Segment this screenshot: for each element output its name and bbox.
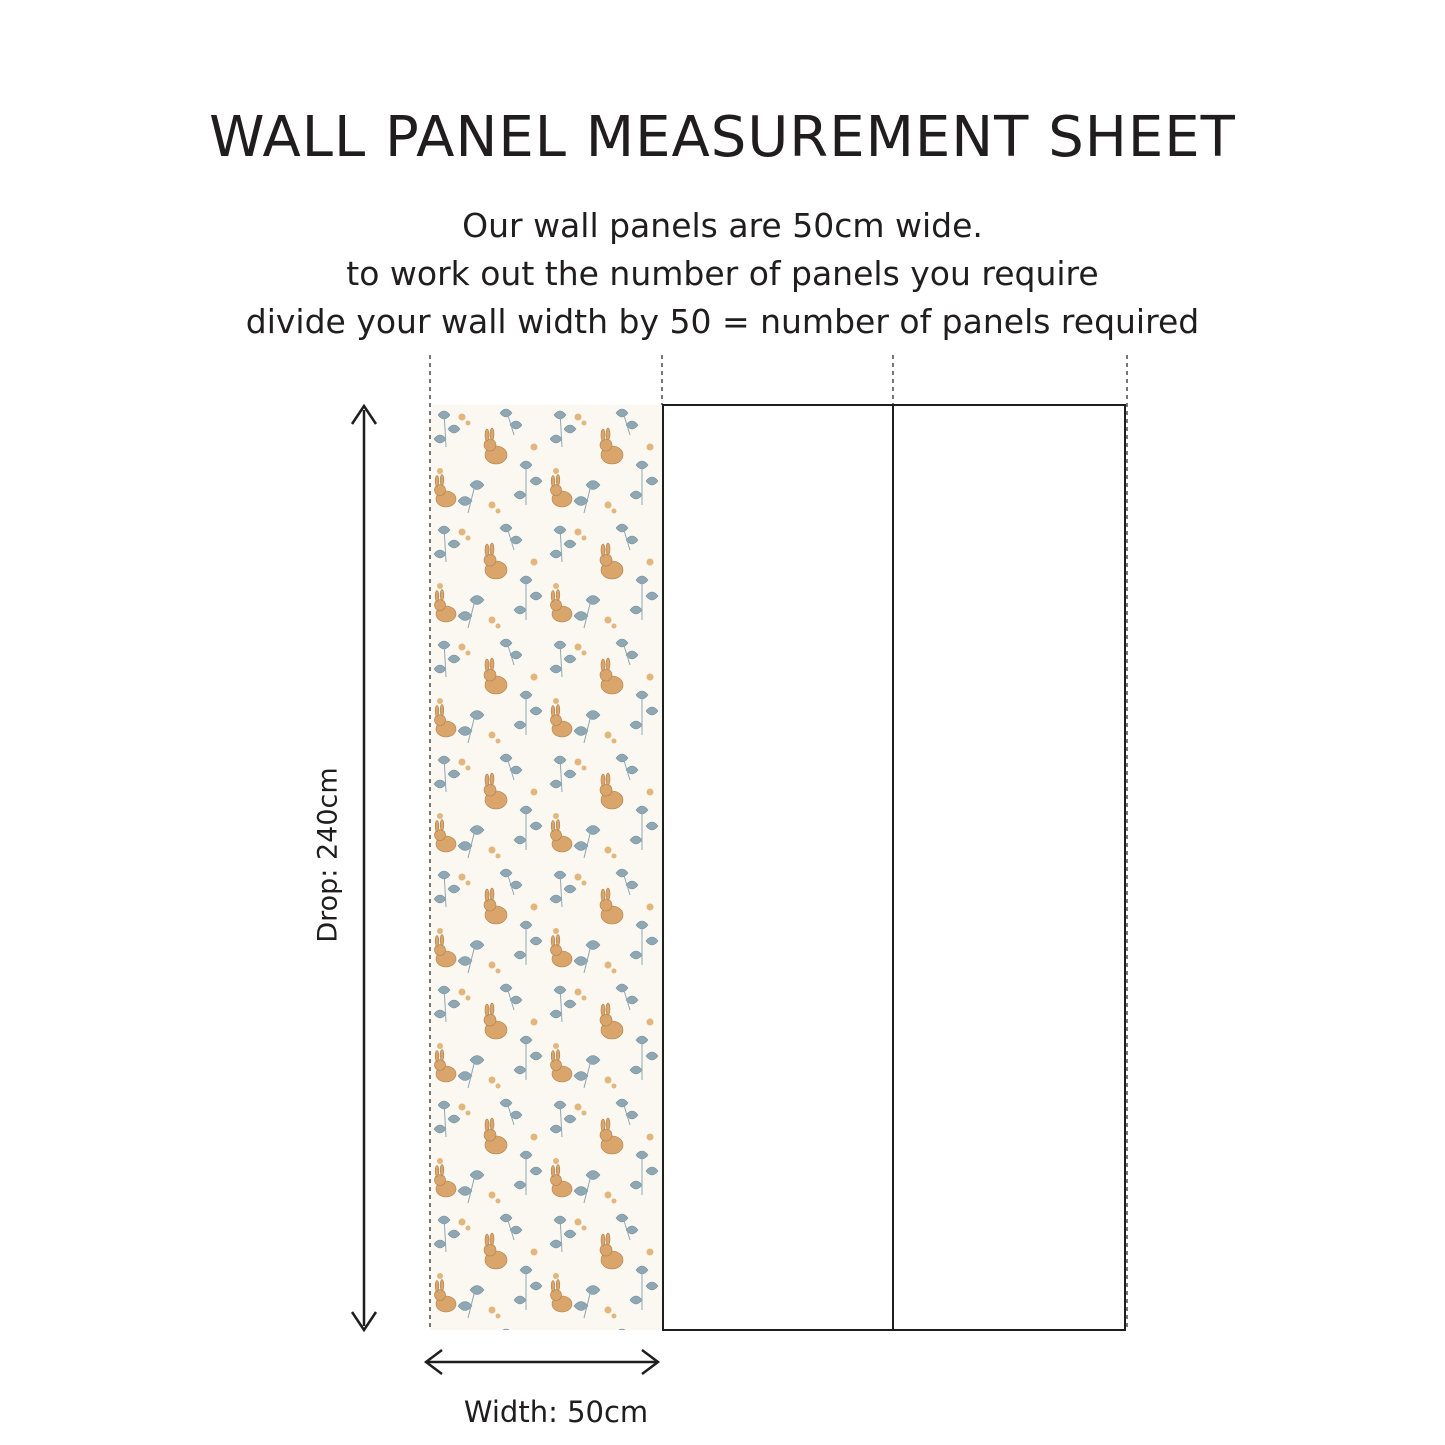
blank-panel-2: [663, 405, 893, 1330]
blank-panel-3: [893, 405, 1125, 1330]
instruction-line-3: divide your wall width by 50 = number of panels required: [245, 302, 1200, 341]
patterned-panel: [430, 405, 662, 1330]
instruction-line-2: to work out the number of panels you require: [346, 254, 1099, 293]
page-title: WALL PANEL MEASUREMENT SHEET: [209, 105, 1236, 170]
drop-arrow: [352, 406, 376, 1330]
width-label: Width: 50cm: [463, 1395, 649, 1429]
width-arrow: [426, 1350, 658, 1374]
instruction-line-1: Our wall panels are 50cm wide.: [462, 206, 983, 245]
drop-label: Drop: 240cm: [312, 767, 344, 943]
